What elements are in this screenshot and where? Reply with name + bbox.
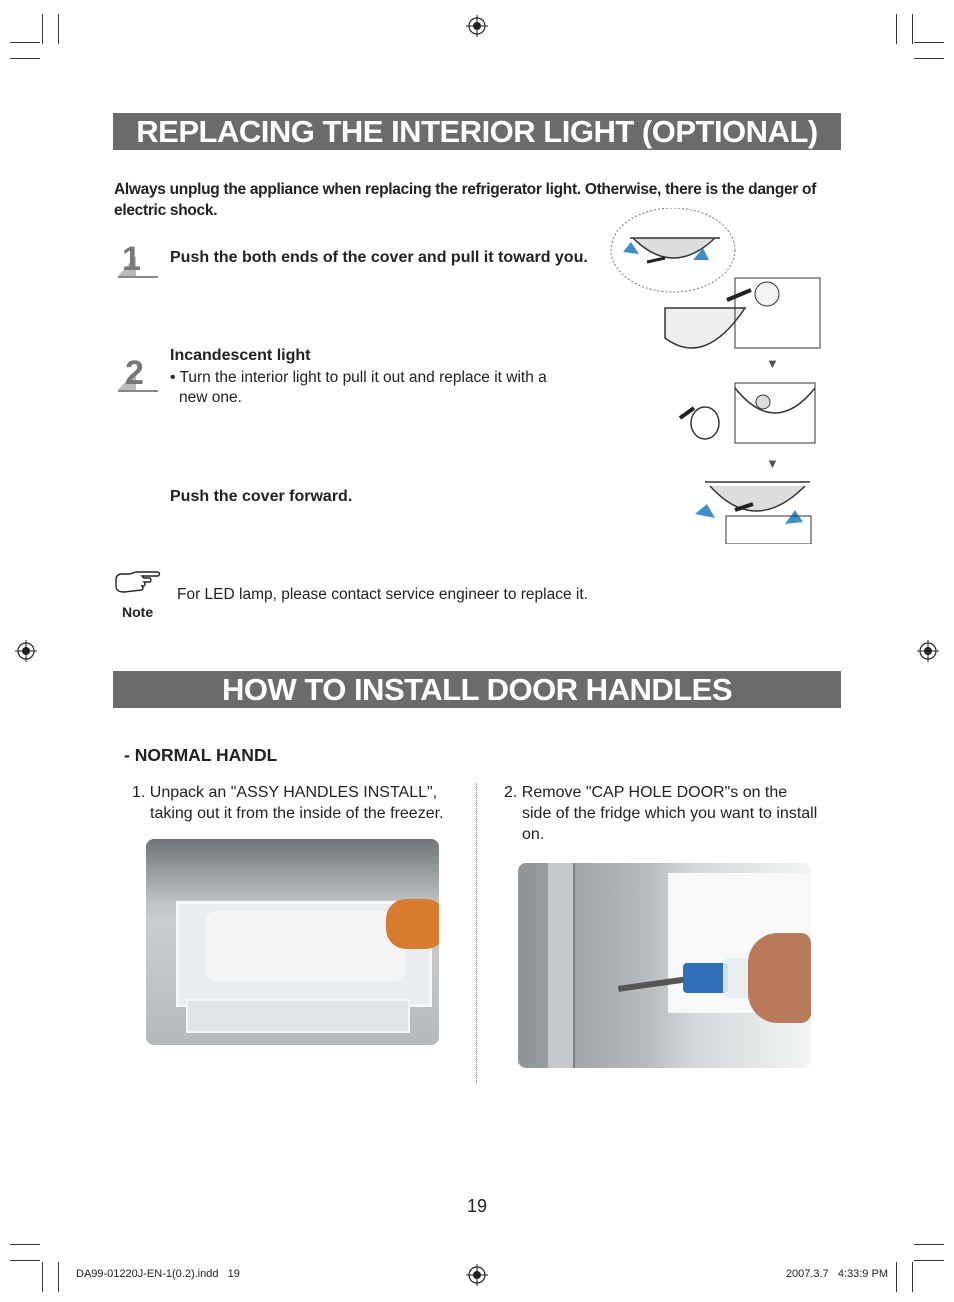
- step-number-1: 1: [122, 240, 141, 278]
- crop-mark: [914, 1244, 944, 1245]
- pointing-hand-icon: [114, 570, 162, 598]
- arrow-down-icon: ▼: [766, 456, 779, 471]
- registration-mark-icon: [917, 640, 939, 662]
- crop-mark: [58, 14, 59, 44]
- registration-mark-icon: [15, 640, 37, 662]
- registration-mark-icon: [466, 15, 488, 37]
- crop-mark: [10, 1244, 40, 1245]
- crop-mark: [896, 1262, 897, 1292]
- registration-mark-icon: [466, 1264, 488, 1286]
- cover-removal-illustration: [605, 208, 835, 358]
- crop-mark: [912, 14, 913, 44]
- handle-step-1-line-1: 1. Unpack an "ASSY HANDLES INSTALL",: [132, 784, 438, 801]
- handle-step-2-line-3: on.: [522, 826, 545, 843]
- arrow-down-icon: ▼: [766, 356, 779, 371]
- step-1-text: Push the both ends of the cover and pull it toward you.: [170, 249, 588, 266]
- freezer-drawer-photo: [146, 839, 439, 1045]
- warning-text: Always unplug the appliance when replacing the refrigerator light. Otherwise, there is the danger of electric shock.: [114, 181, 817, 219]
- crop-mark: [10, 58, 40, 59]
- crop-mark: [914, 42, 944, 43]
- crop-mark: [42, 14, 43, 44]
- cover-refit-illustration: [690, 476, 820, 544]
- step-2-bullet-cont: new one.: [179, 389, 242, 406]
- handle-step-1-line-2: taking out it from the inside of the freezer.: [150, 805, 444, 822]
- handle-step-2-line-2: side of the fridge which you want to install: [522, 805, 818, 822]
- file-info: DA99-01220J-EN-1(0.2).indd 19: [76, 1268, 240, 1280]
- bulb-replacement-illustration: [675, 378, 825, 448]
- cap-hole-door-photo: [518, 863, 811, 1068]
- crop-mark: [10, 1260, 40, 1261]
- column-divider: [476, 783, 477, 1083]
- note-label: Note: [122, 604, 154, 620]
- step-2-heading: Incandescent light: [170, 347, 311, 364]
- page-number: 19: [466, 1196, 488, 1216]
- handle-step-2-line-1: 2. Remove "CAP HOLE DOOR"s on the: [504, 784, 788, 801]
- crop-mark: [42, 1262, 43, 1292]
- note-text: For LED lamp, please contact service engineer to replace it.: [177, 586, 588, 603]
- step-3-text: Push the cover forward.: [170, 488, 353, 505]
- crop-mark: [912, 1262, 913, 1292]
- section-title-interior-light: REPLACING THE INTERIOR LIGHT (OPTIONAL): [113, 113, 841, 150]
- step-number-2: 2: [125, 354, 144, 392]
- step-2-bullet: • Turn the interior light to pull it out and replace it with a: [170, 369, 547, 386]
- crop-mark: [10, 42, 40, 43]
- timestamp: 2007.3.7 4:33:9 PM: [785, 1268, 888, 1280]
- subsection-title: - NORMAL HANDL: [124, 745, 278, 765]
- crop-mark: [914, 1260, 944, 1261]
- crop-mark: [58, 1262, 59, 1292]
- section-title-door-handles: HOW TO INSTALL DOOR HANDLES: [113, 671, 841, 708]
- crop-mark: [896, 14, 897, 44]
- crop-mark: [914, 58, 944, 59]
